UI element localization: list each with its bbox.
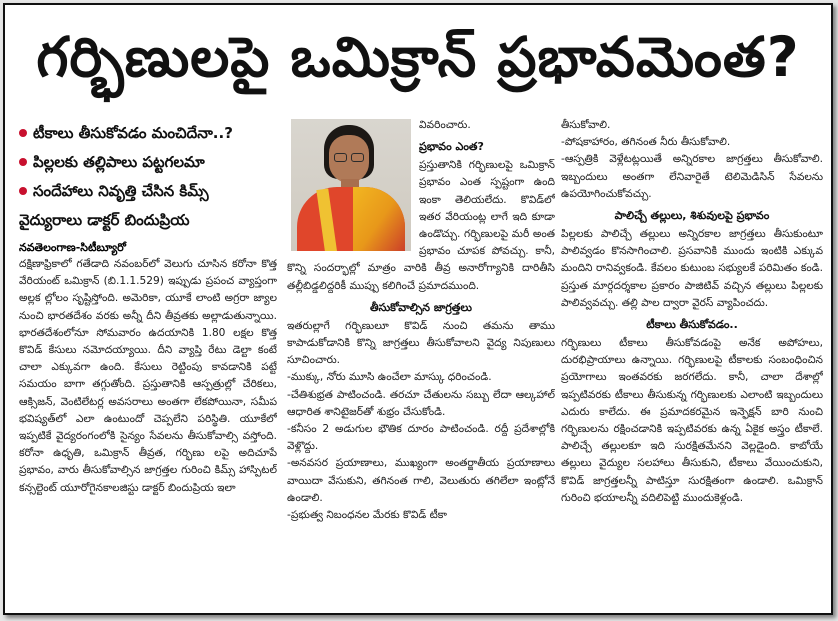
body-paragraph: తీసుకోవాలి. xyxy=(561,119,611,131)
article-clipping xyxy=(3,3,833,615)
bullet-dot-icon xyxy=(19,129,27,137)
column-1 xyxy=(19,117,277,607)
column-2 xyxy=(287,117,555,607)
section-heading: తీసుకోవాల్సిన జాగ్రత్తలు xyxy=(370,300,472,314)
dateline: నవతెలంగాణ-సిటీబ్యూరో xyxy=(19,241,126,254)
body-paragraph: ఇతరుల్లాగే గర్భిణులూ కొవిడ్ నుంచి తమను తాము కాపాడుకోడానికి కొన్ని జాగ్రత్తలు తీసుకోవాలని వైద్య నిపుణులు సూచించారు. xyxy=(287,319,555,367)
section-heading: టీకాలు తీసుకోవడం.. xyxy=(646,318,738,332)
column-3 xyxy=(561,117,823,607)
bullet-dot-icon xyxy=(19,187,27,195)
body-paragraph: గర్భిణులు టీకాలు తీసుకోవడంపై అనేక అపోహలు, దురభిప్రాయాలు ఉన్నాయి. గర్భిణులపై టీకాలకు సంబంధించిన ప్రయోగాలు ఇంతవరకు జరగలేదు. కానీ, చాలా దేశాల్లో ఇప్పటివరకు టీకాలు తీసుకున్న గర్భిణులకు ఎలాంటి ఇబ్బందులు ఎదురు కాలేదు. ఈ ప్రమాదకరమైన ఇన్ఫెక్షన్ బారి నుంచి గర్భిణులను రక్షించడానికి ఇప్పటివరకు ఉన్న ఏకైక అస్త్రం టీకాలే. పాలిచ్చే తల్లులకూ ఇది సురక్షితమేనని వెల్లడైంది. కాబోయే తల్లులు వైద్యుల సలహాలు తీసుకుని, టీకాలు వేయించుకుని, కొవిడ్ జాగ్రత్తలన్నీ పాటిస్తూ సురక్షితంగా ఉండాలి. ఒమిక్రాన్ గురించి భయాలన్నీ వదిలిపెట్టి ముందుకెళ్లండి. xyxy=(561,337,823,504)
body-paragraph: దక్షిణాఫ్రికాలో గతేడాది నవంబర్‌లో వెలుగు చూసిన కరోనా కొత్త వేరియంట్ ఒమిక్రాన్ (బి.1.1.529) ఇప్పుడు ప్రపంచ వ్యాప్తంగా అల్లక ల్లోలం సృష్టిస్తోంది. అమెరికా, యూకే లాంటి అగ్రరా జ్యాల నుంచి భారతదేశం వరకు అన్నీ దీని తీవ్రతకు అల్లాడుతున్నాయి. భారతదేశంలోనూ సోమవారం ఉదయానికి 1.80 లక్షల కొత్త కొవిడ్ కేసులు నమోదయ్యాయి. దీని వ్యాప్తి రేటు డెల్టా కంటే చాలా ఎక్కువగా ఉంది. కేసులు రెట్టింపు కావడానికి పట్టే సమయం బాగా తగ్గుతోంది. ప్రస్తుతానికి ఆస్పత్రుల్లో చేరికలు, ఆక్సిజన్, వెంటిలేటర్ల అవసరాలు అంతగా లేకపోయినా, సమీప భవిష్యత్‌లో ఎలా ఉంటుందో చెప్పలేని పరిస్థితి. యూకేలో ఇప్పటికే వైద్యరంగంలోకి సైన్యం సేవలను తీసుకోవాల్సి వస్తోంది. కరోనా ఉధృతి, ఒమిక్రాన్ తీవ్రత, గర్భిణు లపై అదిచూపే ప్రభావం, వారు తీసుకోవాల్సిన జాగ్రత్తల గురించి కిమ్స్ హాస్పిటల్ కన్సల్టెంట్ యూరోగైనకాలజిస్టు డాక్టర్ బిందుప్రియ ఇలా xyxy=(19,258,277,494)
bullet-item: పిల్లలకు తల్లిపాలు పట్టగలమా xyxy=(19,148,277,177)
doctor-photo xyxy=(291,119,411,251)
body-paragraph: ప్రస్తుతానికి గర్భిణులపై ఒమిక్రాన్ ప్రభావం ఎంత స్పష్టంగా ఉంది ఇంకా తెలియలేదు. కొవిడ్‌లో ఇతర వేరియంట్ల లాగే ఇది కూడా ఉండొచ్చు. గర్భిణులపై మరీ అంత ప్రభావం చూపక పోవచ్చు. కానీ, కొన్ని సందర్భాల్లో మాత్రం వారికి తీవ్ర అనారోగ్యానికి దారితీసి తల్లీబిడ్డలిద్దరికీ ముప్పు కలిగించే ప్రమాదముంది. xyxy=(287,159,555,292)
section-heading: పాలిచ్చే తల్లులు, శిశువులపై ప్రభావం xyxy=(614,209,770,223)
highlight-bullets xyxy=(19,119,277,235)
bullet-item: సందేహాలు నివృత్తి చేసిన కిమ్స్ xyxy=(19,177,277,206)
list-item: -ఆస్పత్రికి వెళ్లేటట్లయితే అన్నిరకాల జాగ్రత్తలు తీసుకోవాలి. ఇబ్బందులు అంతగా లేనివారైతే టెలిమెడిసిన్ సేవలను ఉపయోగించుకోవచ్చు. xyxy=(561,153,823,200)
bullet-item-continuation: వైద్యురాలు డాక్టర్ బిందుప్రియ xyxy=(19,211,190,229)
list-item: -పోషకాహారం, తగినంత నీరు తీసుకోవాలి. xyxy=(561,136,731,149)
body-paragraph: పిల్లలకు పాలిచ్చే తల్లులు అన్నిరకాల జాగ్రత్తలు తీసుకుంటూ పాలివ్వడం కొనసాగించాలి. ప్రసవానికి ముందు ఇంటికి ఎక్కువ మందిని రానివ్వకండి. కేవలం కుటుంబ సభ్యులకే పరిమితం కండి. ప్రస్తుత మార్గదర్శకాల ప్రకారం పాజిటివ్ వచ్చిన తల్లులు పిల్లలకు పాలివ్వవచ్చు. తల్లి పాల ద్వారా వైరస్ వ్యాపించదు. xyxy=(561,228,823,309)
body-paragraph: వివరించారు. xyxy=(419,119,471,131)
list-item: -అనవసర ప్రయాణాలు, ముఖ్యంగా అంతర్జాతీయ ప్రయాణాలు వాయిదా వేసుకుని, తగినంత గాలి, వెలుతురు తగిలేలా ఇంట్లోనే ఉండాలి. xyxy=(287,457,555,504)
article-headline: గర్భిణులపై ఒమిక్రాన్ ప్రభావమెంత? xyxy=(36,25,800,89)
list-item: -చేతిశుభ్రత పాటించండి. తరచూ చేతులను సబ్బు లేదా ఆల్కహాల్ ఆధారిత శానిటైజర్‌తో శుభ్రం చేసుకోండి. xyxy=(287,388,555,418)
bullet-item: టీకాలు తీసుకోవడం మంచిదేనా..? xyxy=(19,119,277,148)
list-item: -ప్రభుత్వ నిబంధనల మేరకు కొవిడ్ టీకా xyxy=(287,509,447,522)
list-item: -కనీసం 2 అడుగుల భౌతిక దూరం పాటించండి. రద్దీ ప్రదేశాల్లోకి వెళ్లొద్దు. xyxy=(287,423,555,453)
bullet-dot-icon xyxy=(19,158,27,166)
list-item: -ముక్కు, నోరు మూసి ఉంచేలా మాస్కు ధరించండి. xyxy=(287,371,492,384)
section-heading: ప్రభావం ఎంత? xyxy=(419,140,484,154)
